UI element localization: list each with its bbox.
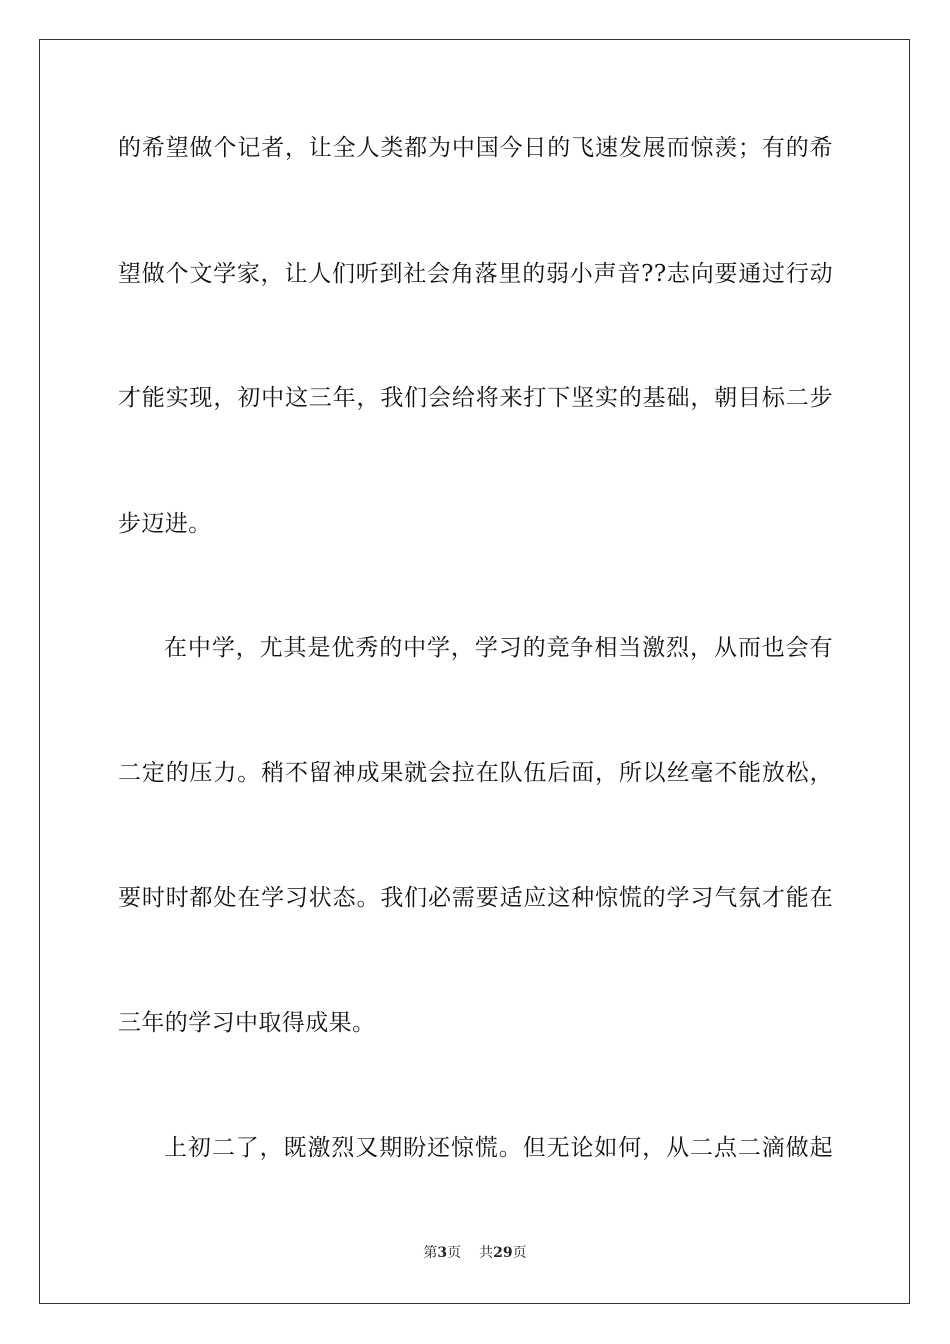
paragraph-line-8: 三年的学习中取得成果。 [118, 1010, 376, 1036]
paragraph-line-9: 上初二了，既激烈又期盼还惊慌。但无论如何，从二点二滴做起 [164, 1135, 833, 1161]
paragraph-line-1: 的希望做个记者，让全人类都为中国今日的飞速发展而惊羡；有的希 [118, 135, 833, 161]
page-prefix: 第 [423, 1245, 438, 1261]
total-prefix: 共 [479, 1245, 494, 1261]
paragraph-line-6: 二定的压力。稍不留神成果就会拉在队伍后面，所以丝毫不能放松， [118, 760, 833, 786]
paragraph-line-4: 步迈进。 [118, 511, 212, 537]
paragraph-line-3: 才能实现，初中这三年，我们会给将来打下坚实的基础，朝目标二步 [118, 385, 833, 411]
page-total: 29 [493, 1245, 513, 1261]
page-border [39, 39, 910, 1304]
paragraph-line-2: 望做个文学家，让人们听到社会角落里的弱小声音??志向要通过行动 [118, 261, 833, 287]
page-footer [0, 1244, 950, 1262]
page-current: 3 [437, 1245, 448, 1261]
paragraph-line-5: 在中学，尤其是优秀的中学，学习的竞争相当激烈，从而也会有 [164, 635, 833, 661]
paragraph-line-7: 要时时都处在学习状态。我们必需要适应这种惊慌的学习气氛才能在 [118, 885, 833, 911]
total-suffix: 页 [512, 1245, 527, 1261]
page-suffix: 页 [447, 1245, 462, 1261]
